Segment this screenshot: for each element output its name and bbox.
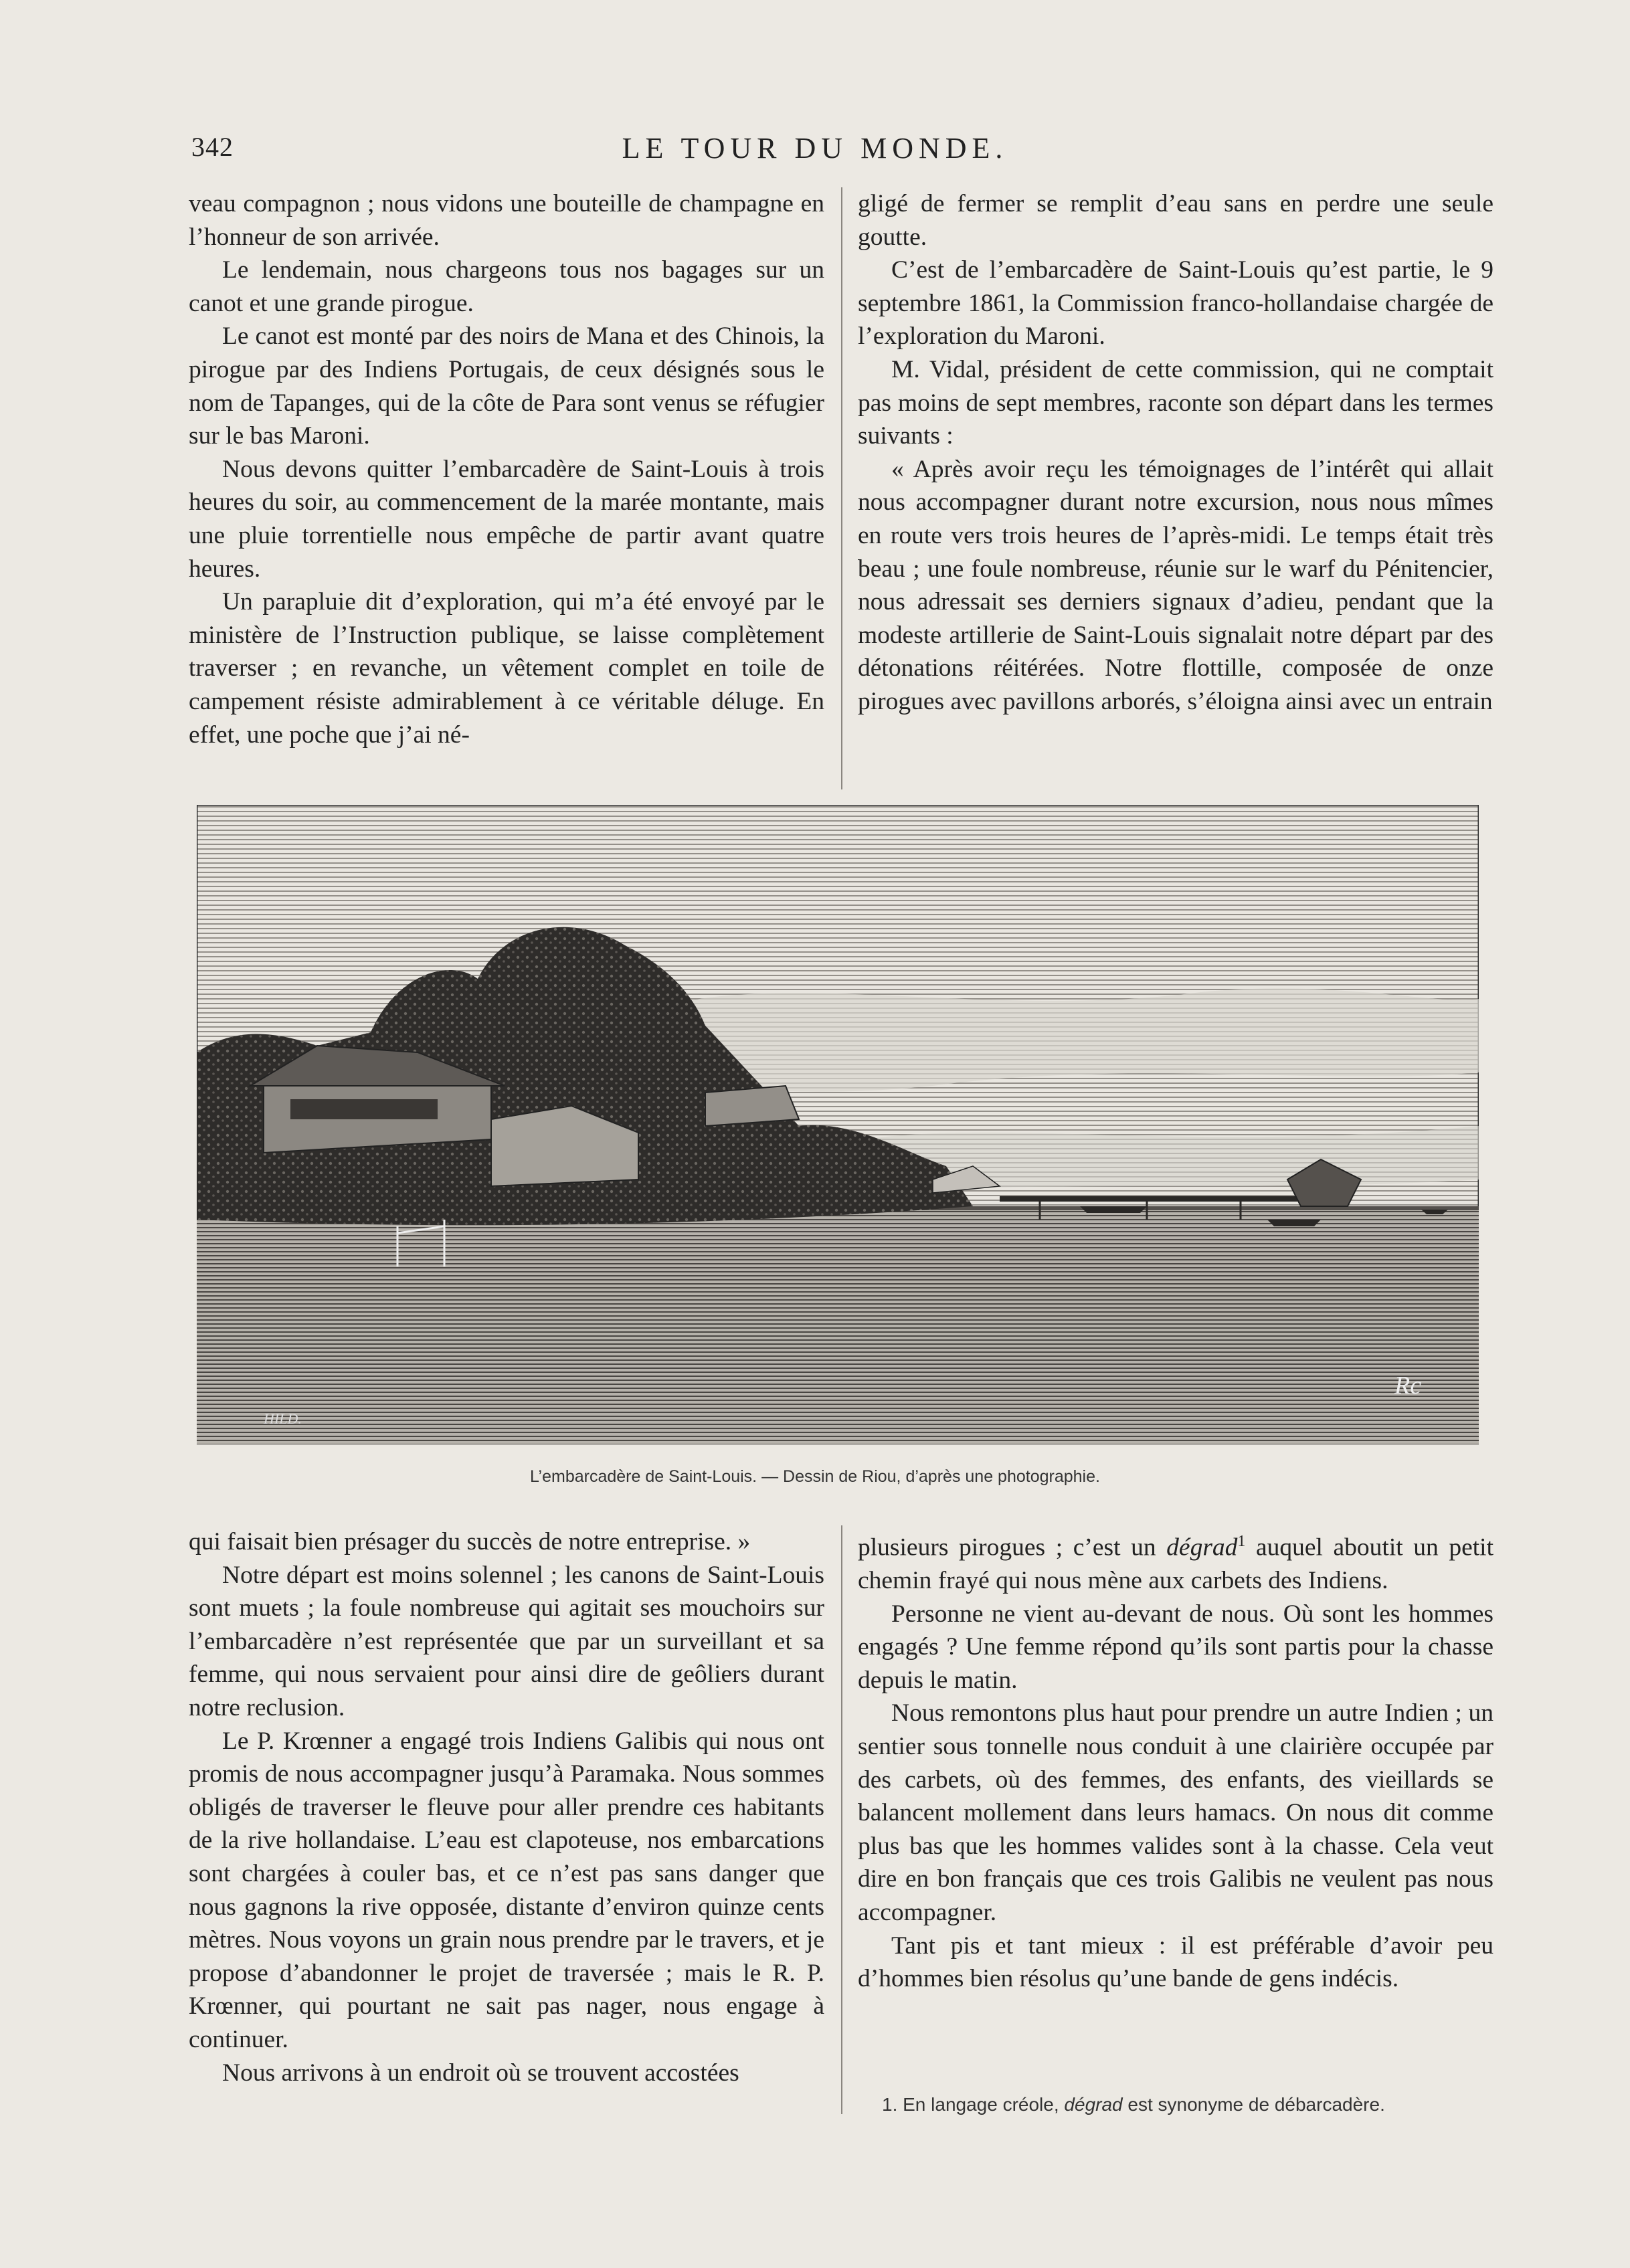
column-bottom-right bbox=[858, 1525, 1493, 1996]
paragraph: Tant pis et tant mieux : il est préférable d’avoir peu d’hommes bien résolus qu’une bande de gens indécis. bbox=[858, 1931, 1493, 1993]
paragraph: Le P. Krœnner a engagé trois Indiens Galibis qui nous ont promis de nous accompagner jusqu’à Paramaka. Nous sommes obligés de traverser le fleuve pour aller prendre ces habitants de la rive hollandaise. L’eau est clapoteuse, nos embarcations sont chargées à couler bas, et ce n’est pas sans danger que nous gagnons la rive opposée, distante d’environ quinze cents mètres. Nous voyons un grain nous prendre par le travers, et je propose d’abandonner le projet de traversée ; mais le R. P. Krœnner, qui pourtant ne sait pas nager, nous engage à continuer. bbox=[189, 1727, 824, 2053]
paragraph: Nous arrivons à un endroit où se trouvent accostées bbox=[222, 2059, 739, 2087]
engraver-signature: HILD. bbox=[264, 1410, 302, 1427]
column-divider bbox=[841, 1525, 842, 2114]
paragraph: Le canot est monté par des noirs de Mana et des Chinois, la pirogue par des Indiens Portugais, de ceux désignés sous le nom de Tapanges, qui de la côte de Para sont venus se réfugier sur le bas Maroni. bbox=[189, 322, 824, 450]
footnote-marker: 1 bbox=[1237, 1533, 1246, 1550]
journal-title: LE TOUR DU MONDE. bbox=[622, 132, 1008, 165]
paragraph: Nous remontons plus haut pour prendre un autre Indien ; un sentier sous tonnelle nous conduit à une clairière occupée par des carbets, où des femmes, des enfants, des vieillards se balancent mollement dans leurs hamacs. On nous dit comme plus bas que les hommes valides sont à la chasse. Cela veut dire en bon français que ces trois Galibis ne veulent pas nous accompagner. bbox=[858, 1699, 1493, 1927]
engraving-illustration bbox=[197, 805, 1479, 1444]
running-header bbox=[0, 131, 1630, 171]
paragraph: veau compagnon ; nous vidons une bouteille de champagne en l’honneur de son arrivée. bbox=[189, 190, 824, 251]
figure-caption: L’embarcadère de Saint-Louis. — Dessin de Riou, d’après une photographie. bbox=[530, 1467, 1100, 1486]
paragraph: gligé de fermer se remplit d’eau sans en perdre une seule goutte. bbox=[858, 190, 1493, 251]
paragraph: Le lendemain, nous chargeons tous nos bagages sur un canot et une grande pirogue. bbox=[189, 256, 824, 317]
italic-term: dégrad bbox=[1166, 1533, 1238, 1562]
column-bottom-left bbox=[189, 1525, 824, 2089]
paragraph: « Après avoir reçu les témoignages de l’intérêt qui allait nous accompagner durant notre excursion, nous nous mîmes en route vers trois heures de l’après-midi. Le temps était très beau ; une foule nombreuse, réunie sur le warf du Pénitencier, nous adressait ses derniers signaux d’adieu, pendant que la modeste artillerie de Saint-Louis signalait notre départ par des détonations réitérées. Notre flottille, composée de onze pirogues avec pavillons arborés, s’éloigna ainsi avec un entrain bbox=[858, 455, 1493, 715]
paragraph: qui faisait bien présager du succès de notre entreprise. » bbox=[189, 1528, 751, 1555]
paragraph: Personne ne vient au-devant de nous. Où sont les hommes engagés ? Une femme répond qu’ils sont partis pour la chasse depuis le matin. bbox=[858, 1600, 1493, 1694]
column-top-right bbox=[858, 187, 1493, 719]
paragraph: M. Vidal, président de cette commission, qui ne comptait pas moins de sept membres, raconte son départ dans les termes suivants : bbox=[858, 355, 1493, 450]
column-divider bbox=[841, 187, 842, 789]
paragraph: Nous devons quitter l’embarcadère de Saint-Louis à trois heures du soir, au commencement de la marée montante, mais une pluie torrentielle nous empêche de partir avant quatre heures. bbox=[189, 455, 824, 583]
paragraph: plusieurs pirogues ; c’est un dégrad$^1$ auquel aboutit un petit chemin frayé qui nous mène aux carbets des Indiens. bbox=[858, 1533, 1493, 1595]
paragraph: C’est de l’embarcadère de Saint-Louis qu’est partie, le 9 septembre 1861, la Commission franco-hollandaise chargée de l’exploration du Maroni. bbox=[858, 256, 1493, 351]
footnote: 1. En langage créole, dégrad est synonyme de débarcadère. bbox=[882, 2094, 1385, 2115]
column-top-left bbox=[189, 187, 824, 751]
paragraph: Notre départ est moins solennel ; les canons de Saint-Louis sont muets ; la foule nombreuse qui agitait ses mouchoirs sur l’embarcadère n’est représentée que par un surveillant et sa femme, qui nous servaient pour ainsi dire de geôliers durant notre reclusion. bbox=[189, 1561, 824, 1721]
paragraph: Un parapluie dit d’exploration, qui m’a été envoyé par le ministère de l’Instruction publique, se laisse complètement traverser ; en revanche, un vêtement complet en toile de campement résiste admirablement à ce véritable déluge. En effet, une poche que j’ai né- bbox=[189, 588, 824, 749]
engraving-svg bbox=[197, 805, 1479, 1444]
artist-monogram: Rc bbox=[1394, 1372, 1422, 1400]
page-number: 342 bbox=[191, 132, 234, 162]
